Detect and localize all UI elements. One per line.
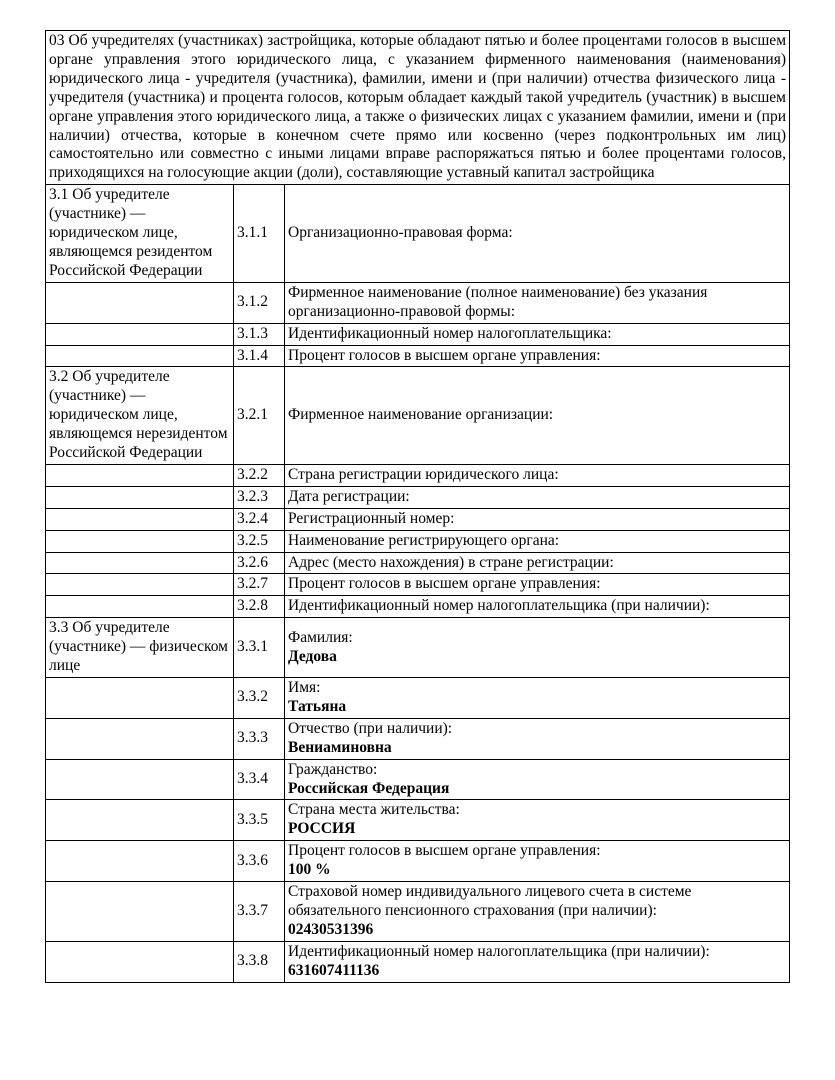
group-empty-cell bbox=[46, 574, 234, 596]
group-label-cell: 3.3 Об учредителе (участнике) — физическом лице bbox=[46, 618, 234, 678]
group-empty-cell bbox=[46, 552, 234, 574]
field-cell bbox=[285, 367, 790, 465]
table-row bbox=[46, 678, 790, 719]
field-cell bbox=[285, 530, 790, 552]
field-value: Татьяна bbox=[288, 697, 347, 715]
row-number-cell: 3.1.4 bbox=[234, 345, 285, 367]
group-empty-cell bbox=[46, 718, 234, 759]
row-number-cell: 3.3.6 bbox=[234, 841, 285, 882]
field-label: Гражданство: bbox=[288, 760, 378, 778]
header-row bbox=[46, 31, 790, 185]
table-row bbox=[46, 618, 790, 678]
table-row bbox=[46, 841, 790, 882]
table-row bbox=[46, 345, 790, 367]
row-number-cell: 3.1.2 bbox=[234, 282, 285, 323]
group-empty-cell bbox=[46, 530, 234, 552]
field-value: РОССИЯ bbox=[288, 820, 356, 838]
field-value: Вениаминовна bbox=[288, 738, 392, 756]
field-label: Страна места жительства: bbox=[288, 801, 460, 819]
field-label: Наименование регистрирующего органа: bbox=[288, 531, 560, 549]
field-cell bbox=[285, 841, 790, 882]
field-label: Процент голосов в высшем органе управления: bbox=[288, 575, 601, 593]
group-empty-cell bbox=[46, 323, 234, 345]
field-value: 100 % bbox=[288, 861, 331, 879]
field-label: Дата регистрации: bbox=[288, 487, 410, 505]
field-label: Процент голосов в высшем органе управления: bbox=[288, 842, 601, 860]
row-number-cell: 3.2.5 bbox=[234, 530, 285, 552]
field-cell bbox=[285, 323, 790, 345]
group-empty-cell bbox=[46, 464, 234, 486]
table-row bbox=[46, 323, 790, 345]
field-cell bbox=[285, 486, 790, 508]
group-empty-cell bbox=[46, 882, 234, 942]
row-number-cell: 3.2.7 bbox=[234, 574, 285, 596]
field-cell bbox=[285, 508, 790, 530]
row-number-cell: 3.3.2 bbox=[234, 678, 285, 719]
field-cell bbox=[285, 552, 790, 574]
field-cell bbox=[285, 718, 790, 759]
group-empty-cell bbox=[46, 759, 234, 800]
table-row bbox=[46, 596, 790, 618]
field-label: Отчество (при наличии): bbox=[288, 719, 453, 737]
group-empty-cell bbox=[46, 345, 234, 367]
field-cell bbox=[285, 759, 790, 800]
field-cell bbox=[285, 345, 790, 367]
group-label-cell: 3.2 Об учредителе (участнике) — юридическом лице, являющемся нерезидентом Российской Федерации bbox=[46, 367, 234, 465]
row-number-cell: 3.3.4 bbox=[234, 759, 285, 800]
field-value: 02430531396 bbox=[288, 920, 374, 938]
table-row bbox=[46, 367, 790, 465]
table-row bbox=[46, 800, 790, 841]
row-number-cell: 3.2.8 bbox=[234, 596, 285, 618]
field-label: Идентификационный номер налогоплательщика (при наличии): bbox=[288, 942, 710, 960]
row-number-cell: 3.3.1 bbox=[234, 618, 285, 678]
row-number-cell: 3.3.7 bbox=[234, 882, 285, 942]
field-label: Фирменное наименование (полное наименование) без указания организационно-правовой формы: bbox=[288, 283, 708, 320]
field-label: Организационно-правовая форма: bbox=[288, 224, 513, 242]
group-empty-cell bbox=[46, 596, 234, 618]
field-value: 631607411136 bbox=[288, 961, 380, 979]
field-label: Фирменное наименование организации: bbox=[288, 406, 554, 424]
group-empty-cell bbox=[46, 678, 234, 719]
field-label: Процент голосов в высшем органе управления: bbox=[288, 346, 601, 364]
field-cell bbox=[285, 596, 790, 618]
table-row bbox=[46, 282, 790, 323]
field-label: Адрес (место нахождения) в стране регистрации: bbox=[288, 553, 614, 571]
table-row bbox=[46, 718, 790, 759]
table-row bbox=[46, 508, 790, 530]
row-number-cell: 3.3.3 bbox=[234, 718, 285, 759]
table-row bbox=[46, 486, 790, 508]
row-number-cell: 3.2.2 bbox=[234, 464, 285, 486]
table-row bbox=[46, 185, 790, 283]
field-label: Идентификационный номер налогоплательщика: bbox=[288, 324, 612, 342]
table-row bbox=[46, 882, 790, 942]
table-row bbox=[46, 552, 790, 574]
field-label: Страховой номер индивидуального лицевого счета в системе обязательного пенсионного страхования (при наличии): bbox=[288, 883, 692, 919]
table-row bbox=[46, 464, 790, 486]
field-cell bbox=[285, 574, 790, 596]
founders-table-body bbox=[46, 31, 790, 983]
group-empty-cell bbox=[46, 941, 234, 982]
group-empty-cell bbox=[46, 282, 234, 323]
field-cell bbox=[285, 882, 790, 942]
field-label: Страна регистрации юридического лица: bbox=[288, 465, 559, 483]
table-row bbox=[46, 759, 790, 800]
group-empty-cell bbox=[46, 486, 234, 508]
field-cell bbox=[285, 800, 790, 841]
group-empty-cell bbox=[46, 841, 234, 882]
field-label: Регистрационный номер: bbox=[288, 509, 455, 527]
table-row bbox=[46, 530, 790, 552]
field-cell bbox=[285, 678, 790, 719]
field-value: Дедова bbox=[288, 647, 337, 665]
field-cell bbox=[285, 185, 790, 283]
field-label: Идентификационный номер налогоплательщика (при наличии): bbox=[288, 597, 710, 615]
table-row bbox=[46, 574, 790, 596]
row-number-cell: 3.3.5 bbox=[234, 800, 285, 841]
group-empty-cell bbox=[46, 800, 234, 841]
group-label-cell: 3.1 Об учредителе (участнике) — юридическом лице, являющемся резидентом Российской Федерации bbox=[46, 185, 234, 283]
field-label: Фамилия: bbox=[288, 628, 353, 646]
group-empty-cell bbox=[46, 508, 234, 530]
field-cell bbox=[285, 941, 790, 982]
row-number-cell: 3.2.1 bbox=[234, 367, 285, 465]
row-number-cell: 3.2.6 bbox=[234, 552, 285, 574]
field-value: Российская Федерация bbox=[288, 779, 450, 797]
row-number-cell: 3.3.8 bbox=[234, 941, 285, 982]
field-cell bbox=[285, 282, 790, 323]
table-row bbox=[46, 941, 790, 982]
field-cell bbox=[285, 464, 790, 486]
row-number-cell: 3.1.1 bbox=[234, 185, 285, 283]
row-number-cell: 3.2.3 bbox=[234, 486, 285, 508]
row-number-cell: 3.2.4 bbox=[234, 508, 285, 530]
field-cell bbox=[285, 618, 790, 678]
section-header-text: 03 Об учредителях (участниках) застройщика, которые обладают пятью и более процентами голосов в высшем органе управления этого юридического лица, с указанием фирменного наименования (наименования) юридического лица - учредителя (участника), фамилии, имени и (при наличии) отчества физического лица - учредителя (участника) и процента голосов, которым обладает каждый такой учредитель (участник) в высшем органе управления этого юридического лица, а также о физических лицах с указанием фамилии, имени и (при наличии) отчества, которые в конечном счете прямо или косвенно (через подконтрольных им лиц) самостоятельно или совместно с иными лицами вправе распоряжаться пятью и более процентами голосов, приходящихся на голосующие акции (доли), составляющие уставный капитал застройщика bbox=[46, 31, 790, 185]
field-label: Имя: bbox=[288, 679, 321, 696]
founders-table bbox=[45, 30, 790, 983]
row-number-cell: 3.1.3 bbox=[234, 323, 285, 345]
